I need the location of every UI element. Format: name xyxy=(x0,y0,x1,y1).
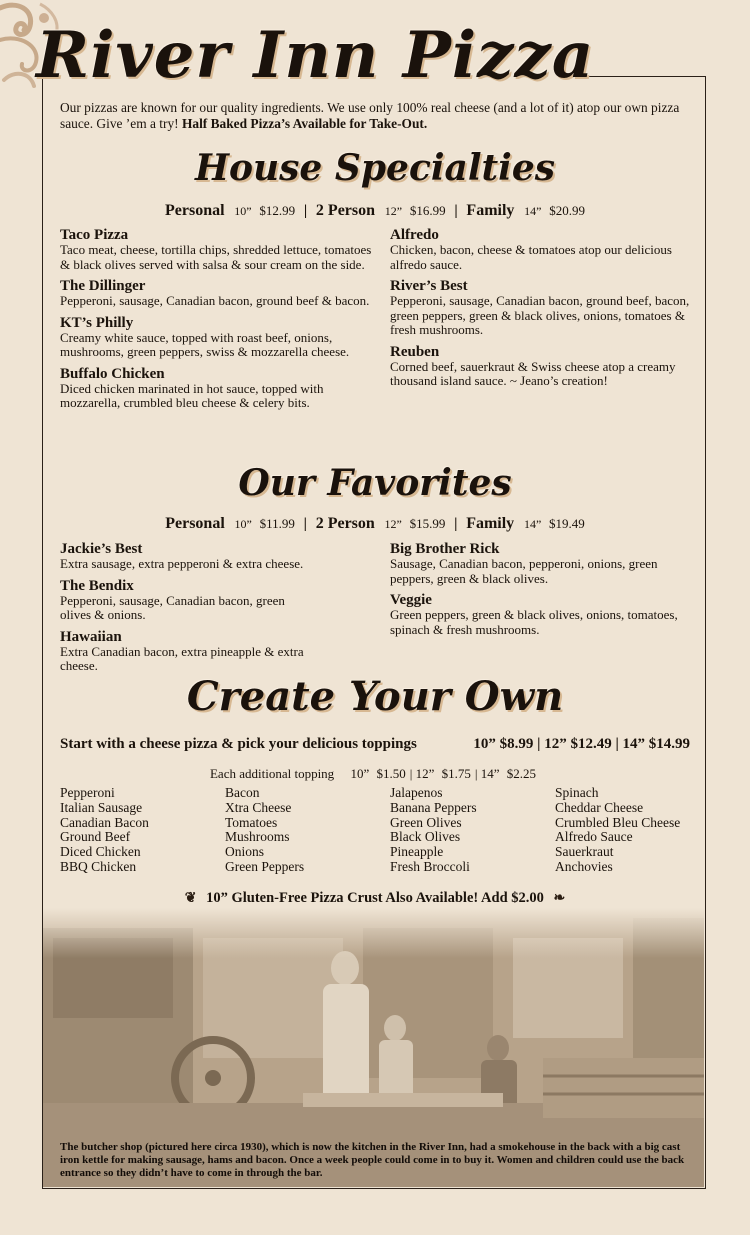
topping-item: Mushrooms xyxy=(225,829,290,845)
topping-item: Green Olives xyxy=(390,814,462,830)
item-description: Corned beef, sauerkraut & Swiss cheese atop a creamy thousand island sauce. ~ Jeano’s creation! xyxy=(390,358,676,388)
price-size: 12” xyxy=(384,204,403,218)
price-separator: | xyxy=(303,203,308,219)
item-description: Pepperoni, sausage, Canadian bacon, ground beef, bacon, green peppers, green & black olives, onions, tomatoes & fresh mushrooms. xyxy=(390,293,690,337)
topping-item: Bacon xyxy=(225,785,260,800)
price-value: $15.99 xyxy=(409,516,446,531)
create-your-own-intro: Start with a cheese pizza & pick your delicious toppings xyxy=(60,736,417,752)
topping-item: Black Olives xyxy=(390,829,461,845)
topping-size: 14” xyxy=(480,766,500,781)
item-description: Pepperoni, sausage, Canadian bacon, green olives & onions. xyxy=(60,592,285,622)
topping-item: Canadian Bacon xyxy=(60,814,149,830)
topping-item: Diced Chicken xyxy=(60,844,141,860)
menu-item xyxy=(60,315,375,360)
price-label: 2 Person xyxy=(315,202,376,219)
topping-item: Crumbled Bleu Cheese xyxy=(555,814,681,830)
price-value: $16.99 xyxy=(409,203,446,218)
item-name: Buffalo Chicken xyxy=(60,365,165,382)
our-favorites-prices xyxy=(0,515,750,533)
item-name: Taco Pizza xyxy=(60,227,129,243)
price-value: $11.99 xyxy=(259,516,295,531)
item-description: Extra sausage, extra pepperoni & extra cheese. xyxy=(60,556,304,571)
topping-item: Anchovies xyxy=(555,858,613,874)
price-value: $20.99 xyxy=(549,203,585,218)
price-label: 2 Person xyxy=(315,515,375,532)
menu-item xyxy=(390,592,690,637)
topping-item: Banana Peppers xyxy=(390,799,477,815)
item-description: Creamy white sauce, topped with roast beef, onions, mushrooms, green peppers, swiss & mozzarella cheese. xyxy=(60,329,350,359)
price-separator: | xyxy=(454,516,458,532)
topping-price: $2.25 xyxy=(506,766,536,781)
topping-item: Sauerkraut xyxy=(555,844,614,860)
toppings-column-3 xyxy=(390,786,477,875)
gluten-free-note xyxy=(0,890,750,907)
topping-price-line: Each additional topping 10” $1.50 | 12” $1.75 | 14” $2.25 xyxy=(209,766,536,781)
item-name: Jackie’s Best xyxy=(60,541,143,557)
item-description: Taco meat, cheese, tortilla chips, shredded lettuce, tomatoes & black olives served with salsa & sour cream on the side. xyxy=(60,242,372,272)
fleuron-right-icon: ❧ xyxy=(553,891,566,906)
topping-item: Onions xyxy=(225,844,265,860)
price-size: 14” xyxy=(524,204,542,218)
topping-item: Pepperoni xyxy=(60,785,115,800)
price-label: Family xyxy=(466,515,515,532)
price-label: Family xyxy=(466,202,515,219)
topping-size: 10” xyxy=(350,766,370,781)
price-size: 10” xyxy=(234,517,252,531)
topping-price: $1.50 xyxy=(376,766,406,781)
menu-item xyxy=(60,366,375,411)
item-description: Pepperoni, sausage, Canadian bacon, ground beef & bacon. xyxy=(60,293,370,308)
photo-caption: The butcher shop (pictured here circa 1930), which is now the kitchen in the River Inn, had a smokehouse in the back with a big cast iron kettle for making sausage, hams and bacon. Once a week people could come in to buy it. Women and children could use the back entrance so they didn’t have to come in through the bar. xyxy=(60,1141,685,1179)
menu-item xyxy=(60,227,375,272)
intro-paragraph xyxy=(60,100,700,132)
topping-item: Tomatoes xyxy=(225,814,278,830)
intro-text: Our pizzas are known for our quality ingredients. We use only 100% real cheese (and a lot of it) atop our own pizza sauce. Give ’em a try! xyxy=(60,100,680,131)
our-favorites-heading: Our Favorites xyxy=(238,462,512,504)
item-description: Extra Canadian bacon, extra pineapple & extra cheese. xyxy=(60,643,304,673)
item-name: Alfredo xyxy=(390,227,439,243)
price-size: 12” xyxy=(384,517,402,531)
item-name: KT’s Philly xyxy=(60,314,134,331)
item-name: Hawaiian xyxy=(60,628,122,645)
topping-item: Fresh Broccoli xyxy=(390,858,470,874)
item-name: The Bendix xyxy=(60,577,134,594)
topping-item: Italian Sausage xyxy=(60,799,143,815)
topping-item: Ground Beef xyxy=(60,829,131,845)
topping-size: 12” xyxy=(415,766,435,781)
price-value: $19.49 xyxy=(549,516,585,531)
house-specialties-right-column xyxy=(390,227,690,395)
item-name: Big Brother Rick xyxy=(390,541,500,557)
price-separator: | xyxy=(303,516,307,532)
create-your-own-line xyxy=(60,736,692,753)
topping-item: BBQ Chicken xyxy=(60,858,137,874)
toppings-column-2 xyxy=(225,786,304,875)
house-specialties-prices xyxy=(0,202,750,220)
item-description: Chicken, bacon, cheese & tomatoes atop our delicious alfredo sauce. xyxy=(390,242,672,272)
topping-item: Alfredo Sauce xyxy=(555,829,633,845)
topping-item: Cheddar Cheese xyxy=(555,799,644,815)
price-value: $12.99 xyxy=(259,203,296,218)
topping-price: $1.75 xyxy=(441,766,471,781)
menu-item xyxy=(60,541,375,572)
item-description: Sausage, Canadian bacon, pepperoni, onions, green peppers, green & black olives. xyxy=(390,556,658,586)
create-your-own-prices: 10” $8.99 | 12” $12.49 | 14” $14.99 xyxy=(473,736,690,752)
topping-item: Pineapple xyxy=(390,844,444,860)
intro-take-out-note: Half Baked Pizza’s Available for Take-Out. xyxy=(181,116,428,131)
create-your-own-heading: Create Your Own xyxy=(186,673,564,720)
toppings-column-4 xyxy=(555,786,680,875)
menu-item xyxy=(60,578,375,623)
house-specialties-heading: House Specialties xyxy=(194,147,556,189)
menu-item xyxy=(390,278,690,338)
item-name: Veggie xyxy=(390,592,432,608)
item-name: Reuben xyxy=(390,343,440,360)
topping-item: Xtra Cheese xyxy=(225,799,292,815)
our-favorites-right-column xyxy=(390,541,690,643)
price-label: Personal xyxy=(165,515,225,532)
house-specialties-left-column xyxy=(60,227,375,417)
fleuron-left-icon: ❦ xyxy=(184,891,197,906)
price-size: 14” xyxy=(523,517,542,531)
topping-item: Spinach xyxy=(555,785,599,800)
menu-item xyxy=(390,227,690,272)
menu-title: River Inn Pizza xyxy=(36,18,595,93)
menu-item xyxy=(60,629,375,674)
gluten-free-text: 10” Gluten-Free Pizza Crust Also Available! Add $2.00 xyxy=(206,890,544,906)
topping-item: Jalapenos xyxy=(390,785,443,800)
menu-item xyxy=(60,278,375,309)
price-label: Personal xyxy=(164,202,225,219)
item-description: Diced chicken marinated in hot sauce, topped with mozzarella, crumbled bleu cheese & celery bits. xyxy=(60,380,324,410)
item-name: The Dillinger xyxy=(60,278,146,294)
our-favorites-left-column xyxy=(60,541,375,680)
item-description: Green peppers, green & black olives, onions, tomatoes, spinach & fresh mushrooms. xyxy=(390,607,678,637)
menu-item xyxy=(390,344,690,389)
price-size: 10” xyxy=(234,204,252,218)
topping-item: Green Peppers xyxy=(225,858,305,874)
price-separator: | xyxy=(454,203,458,219)
menu-item xyxy=(390,541,690,586)
item-name: River’s Best xyxy=(390,278,468,294)
toppings-column-1 xyxy=(60,786,149,875)
topping-label: Each additional topping xyxy=(209,766,335,781)
